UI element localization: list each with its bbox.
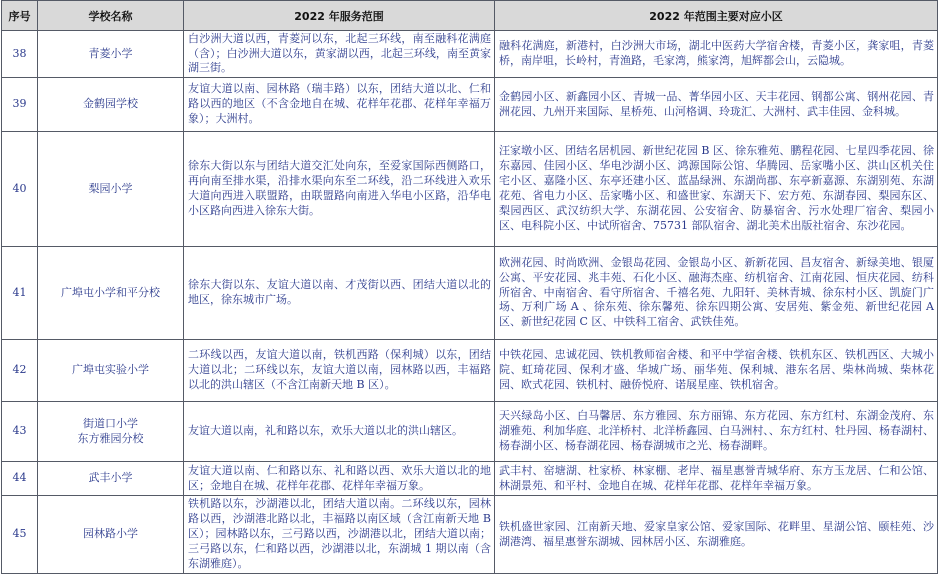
row-no: 39 <box>2 78 38 132</box>
row-scope: 二环线以西，友谊大道以南，铁机西路（保利城）以东，团结大道以北；二环线以东，友谊大道以南，园林路以西，丰福路以北的洪山辖区（不含江南新天地 B 区）。 <box>184 340 495 402</box>
row-communities: 欧洲花园、时尚欧洲、金银岛花园、金银岛小区、新新花园、昌友宿舍、新绿美地、银厦公寓、平安花园、兆丰苑、石化小区、融海杰座、纺机宿舍、江南花园、恒庆花园、纺科所宿舍、中南宿舍、看守所宿舍、千禧名苑、九阳轩、美林青城、徐东村小区、凯旋门广场、万利广场 A 、徐东苑、徐东馨苑、徐东四期公寓、安居苑、紫金苑、新世纪花园 A 区、新世纪花园 C 区、中铁科工宿舍、武铁佳苑。 <box>495 247 938 340</box>
header-scope: 2022 年服务范围 <box>184 1 495 31</box>
table-header-row <box>2 1 938 31</box>
table-row <box>2 78 938 132</box>
row-scope: 铁机路以东，沙湖港以北，团结大道以南。二环线以东，园林路以西，沙湖港北路以北，丰福路以南区域（含江南新天地 B 区）；园林路以东，三弓路以西，沙湖港以北，团结大道以南；三弓路以东，仁和路以西，沙湖港以北，东湖城 1 期以南（含东湖雅庭）。 <box>184 496 495 574</box>
table-row <box>2 247 938 340</box>
row-school: 园林路小学 <box>38 496 184 574</box>
header-school: 学校名称 <box>38 1 184 31</box>
row-school: 武丰小学 <box>38 462 184 496</box>
table-row <box>2 402 938 462</box>
table-row <box>2 132 938 247</box>
row-no: 42 <box>2 340 38 402</box>
school-district-table <box>1 0 938 574</box>
row-scope: 白沙洲大道以西，青菱河以东，北起三环线，南至融科花满庭（含）；白沙洲大道以东，黄家湖以西，北起三环线，南至黄家湖三街。 <box>184 31 495 78</box>
row-school <box>38 402 184 462</box>
row-no: 41 <box>2 247 38 340</box>
row-communities: 天兴绿岛小区、白马馨居、东方雅园、东方丽锦、东方花园、东方红村、东湖金茂府、东湖雅苑、利加华庭、北洋桥村、北洋桥鑫园、白马洲村、、东方红村、牡丹园、杨春湖村、杨春湖小区、杨春湖花园、杨春湖城市之光、杨春湖畔。 <box>495 402 938 462</box>
row-no: 44 <box>2 462 38 496</box>
row-scope: 友谊大道以南、园林路（瑞丰路）以东，团结大道以北、仁和路以西的地区（不含金地自在城、花样年花郡、花样年幸福万象）；大洲村。 <box>184 78 495 132</box>
row-school: 广埠屯小学和平分校 <box>38 247 184 340</box>
school-line: 东方雅园分校 <box>77 431 144 445</box>
row-communities: 金鹤园小区、新鑫园小区、青城一品、菁华园小区、天丰花园、钢都公寓、钢州花园、青洲花园、九州开来国际、星桥苑、山河格调、玲珑汇、大洲村、武丰佳园、金科城。 <box>495 78 938 132</box>
row-scope: 友谊大道以南、仁和路以东、礼和路以西、欢乐大道以北的地区；金地自在城、花样年花郡、花样年幸福万象。 <box>184 462 495 496</box>
row-communities: 融科花满庭，新港村，白沙洲大市场，湖北中医药大学宿舍楼，青菱小区，龚家咀，青菱桥，南岸咀，长岭村，青渔路，毛家湾，熊家湾，旭辉都会山，云隐城。 <box>495 31 938 78</box>
row-communities: 中铁花园、忠诚花园、铁机教师宿舍楼、和平中学宿舍楼、铁机东区、铁机西区、大城小院、虹琦花园、保利才盛、华城广场、丽华苑、保利城、港东名居、柴林尚城、柴林花园、欧式花园、铁机村、融侨悦府、诺展星座、铁机宿舍。 <box>495 340 938 402</box>
table-row <box>2 462 938 496</box>
table-row <box>2 340 938 402</box>
row-no: 38 <box>2 31 38 78</box>
table-row <box>2 496 938 574</box>
row-scope: 友谊大道以南，礼和路以东，欢乐大道以北的洪山辖区。 <box>184 402 495 462</box>
table-row <box>2 31 938 78</box>
row-communities: 汪家墩小区、团结名居机园、新世纪花园 B 区、徐东雅苑、鹏程花园、七星四季花园、徐东嘉园、佳园小区、华电沙湖小区、鸿源国际公馆、华腾园、岳家嘴小区、洪山区机关住宅小区、嘉隆小区、东亭还建小区、蓝晶绿洲、东湖尚郡、东亭新嘉源、东湖别苑、东湖花苑、省电力小区、岳家嘴小区、和盛世家、东湖天下、宏方苑、东湖春园、梨园东区、梨园西区、武汉纺织大学、东湖花园、公安宿舍、防暴宿舍、污水处理厂宿舍、梨园小区、电科院小区、中试所宿舍、75731 部队宿舍、湖北美术出版社宿舍、东沙花园。 <box>495 132 938 247</box>
row-school: 广埠屯实验小学 <box>38 340 184 402</box>
school-line: 街道口小学 <box>83 416 138 430</box>
row-scope: 徐东大街以东与团结大道交汇处向东，至爱家国际西侧路口，再向南至排水渠，沿排水渠向东至二环线，沿二环线进入欢乐大道向西进入联盟路，由联盟路向南进入华电小区路，沿华电小区路向西进入徐东大街。 <box>184 132 495 247</box>
row-communities: 武丰村、窑塘湖、杜家桥、林家棚、老岸、福星惠誉青城华府、东方玉龙居、仁和公馆、林湖景苑、和平村、金地自在城、花样年花郡、花样年幸福万象。 <box>495 462 938 496</box>
row-school: 梨园小学 <box>38 132 184 247</box>
row-no: 45 <box>2 496 38 574</box>
row-no: 43 <box>2 402 38 462</box>
row-communities: 铁机盛世家园、江南新天地、爱家皇家公馆、爱家国际、花畔里、星湖公馆、颐桂苑、沙湖港湾、福星惠誉东湖城、园林居小区、东湖雅庭。 <box>495 496 938 574</box>
header-no: 序号 <box>2 1 38 31</box>
header-communities: 2022 年范围主要对应小区 <box>495 1 938 31</box>
row-school: 青菱小学 <box>38 31 184 78</box>
row-no: 40 <box>2 132 38 247</box>
row-scope: 徐东大街以东、友谊大道以南、才茂街以西、团结大道以北的地区，徐东城市广场。 <box>184 247 495 340</box>
row-school: 金鹤园学校 <box>38 78 184 132</box>
